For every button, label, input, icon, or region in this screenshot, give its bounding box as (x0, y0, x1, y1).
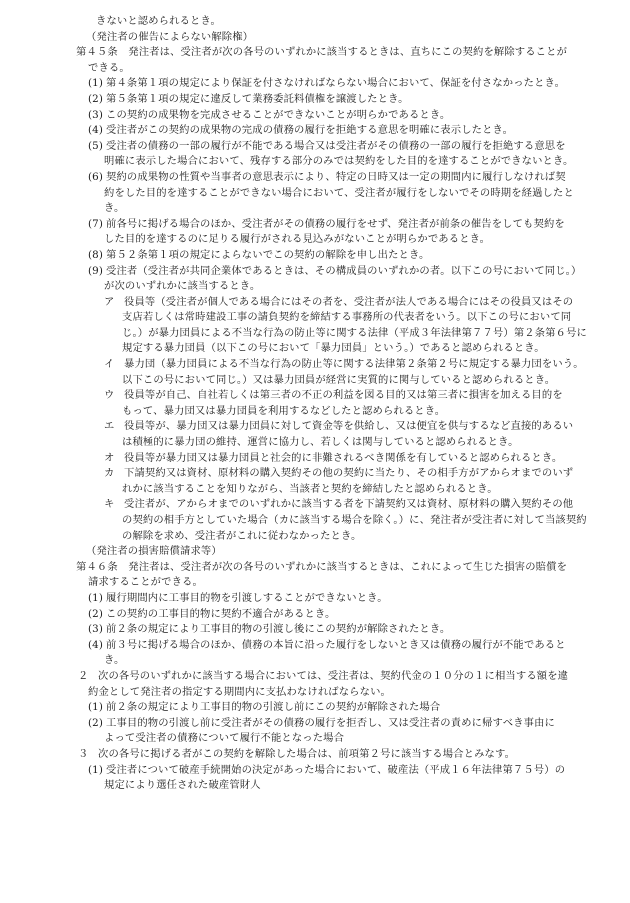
sub-item (0, 388, 630, 419)
item-text: この契約の成果物を完成させることができないことが明らかであるとき。 (106, 108, 451, 121)
item-text: 受注者（受注者が共同企業体であるときは、その構成員のいずれかの者。以下この号において同じ。） (106, 264, 582, 277)
paragraph-label: ３ (78, 747, 89, 760)
sub-item-label: ア (104, 295, 115, 308)
continuation-line: きないと認められるとき。 (96, 15, 221, 27)
paragraph-text: 次の各号に掲げる者がこの契約を解除した場合は、前項第２号に該当する場合とみなす。 (98, 747, 516, 760)
item-text: 受注者の債務の一部の履行が不能である場合又は受注者がその債務の一部の履行を拒絶する意思を (106, 139, 566, 152)
item-text: 受注者について破産手続開始の決定があった場合において、破産法（平成１６年法律第７５号）の (106, 763, 566, 776)
sub-item (0, 466, 630, 497)
sub-item-label: カ (104, 467, 115, 480)
sub-item-label: オ (104, 451, 115, 464)
article-text: 請求することができる。 (88, 576, 203, 589)
item-text: この契約の工事目的物に契約不適合があるとき。 (106, 607, 336, 620)
item-text: 規定により選任された破産管財人 (104, 779, 261, 792)
article-text: 発注者は、受注者が次の各号のいずれかに該当するときは、これによって生じた損害の賠償を (128, 560, 568, 573)
list-item (0, 92, 630, 108)
sub-item-text: の契約の相手方としていた場合（カに該当する場合を除く。）に、発注者が受注者に対して当該契約 (122, 514, 587, 526)
article-46 (0, 560, 630, 576)
sub-item-text: もって、暴力団又は暴力団員を利用するなどしたと認められるとき。 (122, 404, 446, 417)
sub-item-text: 役員等が自己、自社若しくは第三者の不正の利益を図る目的又は第三者に損害を加える目的を (124, 389, 563, 402)
item-label: (7) (88, 217, 104, 230)
list-item (0, 123, 630, 139)
sub-item-text: 役員等が暴力団又は暴力団員と社会的に非難されるべき関係を有していると認められるとき。 (124, 451, 563, 464)
item-text: 受注者がこの契約の成果物の完成の債務の履行を拒絶する意思を明確に表示したとき。 (106, 124, 514, 137)
list-item (0, 139, 630, 170)
item-text: 第５２条第１項の規定によらないでこの契約の解除を申し出たとき。 (106, 248, 430, 261)
item-label: (1) (88, 77, 104, 90)
sub-item-label: キ (104, 498, 115, 511)
item-label: (4) (88, 124, 104, 137)
item-label: (2) (88, 607, 104, 620)
item-label: (2) (88, 92, 104, 105)
list-item (0, 591, 630, 607)
item-text: が次のいずれかに該当するとき。 (104, 280, 261, 293)
sub-item-text: 役員等（受注者が個人である場合にはその者を、受注者が法人である場合にはその役員又はその (124, 295, 574, 308)
item-text: 契約の成果物の性質や当事者の意思表示により、特定の日時又は一定の期間内に履行しなければ契 (106, 170, 566, 183)
item-text: 前３号に掲げる場合のほか、債務の本旨に沿った履行をしないとき又は債務の履行が不能であると (106, 638, 566, 651)
item-text: した目的を達するのに足りる履行がされる見込みがないことが明らかであるとき。 (104, 233, 491, 246)
sub-item-label: エ (104, 420, 115, 433)
item-label: (4) (88, 638, 104, 651)
item-text: よって受注者の債務について履行不能となった場合 (104, 732, 345, 745)
item-text: 履行期間内に工事目的物を引渡しすることができないとき。 (106, 591, 388, 604)
list-item (0, 716, 630, 747)
sub-item-text: れかに該当することを知りながら、当該者と契約を締結したと認められるとき。 (122, 482, 498, 495)
document-body (0, 14, 630, 794)
item-text: 第５条第１項の規定に違反して業務委託料債権を譲渡したとき。 (106, 92, 409, 105)
sub-item-text: 支店若しくは常時建設工事の請負契約を締結する事務所の代表者をいう。以下この号において同 (122, 311, 572, 324)
item-label: (3) (88, 108, 104, 121)
item-text: き。 (104, 202, 125, 215)
heading-article-45: （発注者の催告によらない解除権） (86, 30, 254, 43)
sub-item-text: 暴力団（暴力団員による不当な行為の防止等に関する法律第２条第２号に規定する暴力団をいう。 (124, 358, 584, 371)
item-label: (5) (88, 139, 104, 152)
sub-item-text: 下請契約又は資材、原材料の購入契約その他の契約に当たり、その相手方がアからオまでのいず (124, 467, 574, 480)
item-label: (6) (88, 170, 104, 183)
sub-item-text: 受注者が、アからオまでのいずれかに該当する者を下請契約又は資材、原材料の購入契約その他 (124, 498, 574, 511)
article-text: 発注者は、受注者が次の各号のいずれかに該当するときは、直ちにこの契約を解除することが (128, 46, 568, 59)
item-label: (1) (88, 591, 104, 604)
sub-item-text: 以下この号において同じ。）又は暴力団員が経営に実質的に関与していると認められるとき。 (122, 373, 556, 386)
list-item (0, 622, 630, 638)
sub-item (0, 451, 630, 467)
sub-item-text: は積極的に暴力団の維持、運営に協力し、若しくは関与していると認められるとき。 (122, 436, 519, 449)
sub-item (0, 419, 630, 450)
sub-item-text: 規定する暴力団員（以下この号において「暴力団員」という。）であると認められるとき。 (122, 342, 545, 355)
item-label: (9) (88, 264, 104, 277)
sub-item-text: 役員等が、暴力団又は暴力団員に対して資金等を供給し、又は便宜を供与するなど直接的あるい (124, 420, 574, 433)
list-item (0, 264, 630, 295)
item-text: 前２条の規定により工事目的物の引渡し後にこの契約が解除されたとき。 (106, 623, 451, 636)
item-label: (1) (88, 701, 104, 714)
list-item (0, 607, 630, 623)
sub-item (0, 295, 630, 357)
sub-item (0, 357, 630, 388)
item-text: 第４条第１項の規定により保証を付さなければならない場合において、保証を付さなかったとき。 (106, 77, 566, 90)
item-text: 工事目的物の引渡し前に受注者がその債務の履行を拒否し、又は受注者の責めに帰すべき事由に (106, 716, 556, 729)
item-label: (8) (88, 248, 104, 261)
paragraph-2 (0, 669, 630, 700)
list-item (0, 108, 630, 124)
sub-item-text: じ。）が暴力団員による不当な行為の防止等に関する法律（平成３年法律第７７号）第２条第６号に (122, 326, 587, 339)
list-item (0, 248, 630, 264)
list-item (0, 170, 630, 217)
article-number: 第４５条 (76, 46, 118, 59)
article-text: できる。 (88, 61, 130, 74)
heading-article-46: （発注者の損害賠償請求等） (86, 545, 222, 558)
paragraph-label: ２ (78, 669, 89, 682)
sub-item-label: イ (104, 358, 115, 371)
list-item (0, 76, 630, 92)
item-text: 前２条の規定により工事目的物の引渡し前にこの契約が解除された場合 (106, 701, 441, 714)
article-45 (0, 45, 630, 61)
item-text: 明確に表示した場合において、残存する部分のみでは契約をした目的を達することができないとき。 (104, 155, 574, 168)
list-item (0, 763, 630, 794)
paragraph-text: 次の各号のいずれかに該当する場合においては、受注者は、契約代金の１０分の１に相当する額を違 (98, 669, 569, 682)
item-text: き。 (104, 654, 125, 667)
sub-item-label: ウ (104, 389, 115, 402)
item-label: (3) (88, 623, 104, 636)
list-item (0, 700, 630, 716)
item-label: (2) (88, 716, 104, 729)
sub-item (0, 497, 630, 544)
paragraph-3 (0, 747, 630, 763)
item-text: 前各号に掲げる場合のほか、受注者がその債務の履行をせず、発注者が前条の催告をしても契約を (106, 217, 565, 230)
item-text: 約をした目的を達することができない場合において、受注者が履行をしないでその時期を経過したと (104, 186, 574, 199)
list-item (0, 638, 630, 669)
item-label: (1) (88, 763, 104, 776)
sub-item-text: の解除を求め、受注者がこれに従わなかったとき。 (122, 529, 362, 542)
paragraph-text: 約金として発注者の指定する期間内に支払わなければならない。 (88, 685, 391, 698)
list-item (0, 217, 630, 248)
article-number: 第４６条 (76, 560, 118, 573)
